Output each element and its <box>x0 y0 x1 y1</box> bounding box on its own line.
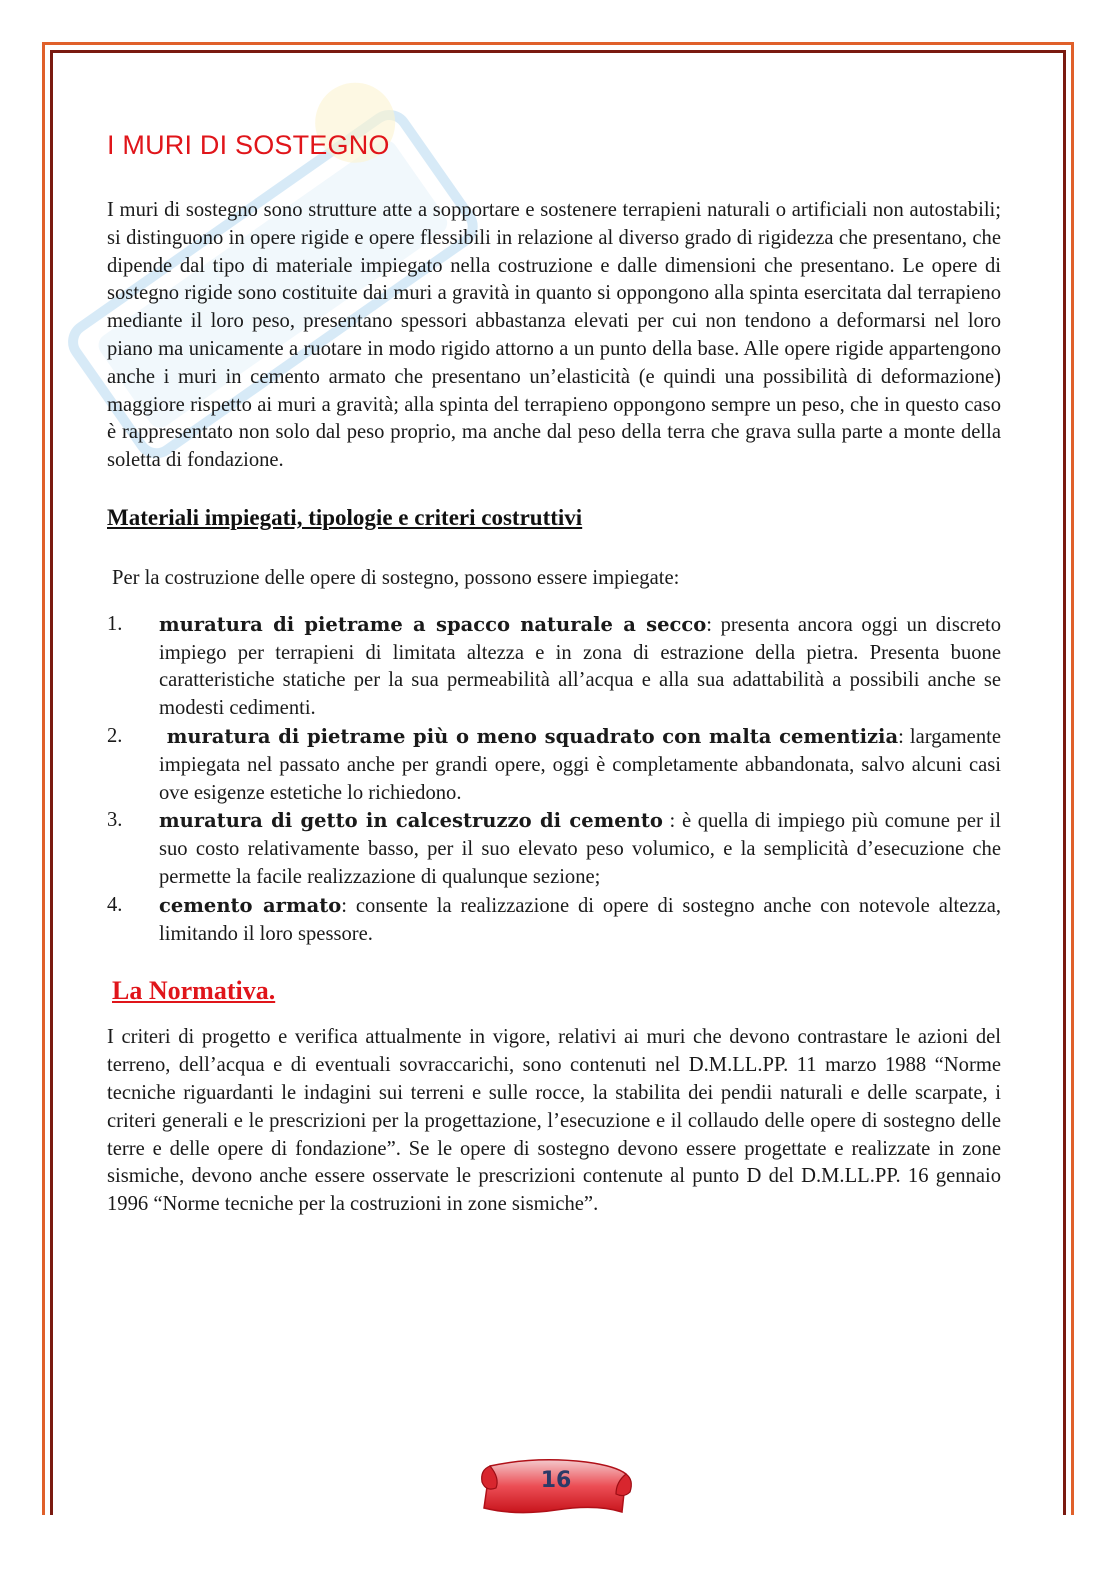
list-item-number: 3. <box>107 809 123 832</box>
list-item-term: muratura di getto in calcestruzzo di cemento <box>159 809 663 833</box>
list-item-text: : è quella di impiego più comune per il suo costo relativamente basso, per il suo elevato peso volumico, e la semplicità d’esecuzione che permette la facile realizzazione di qualunque sezione; <box>159 810 1001 888</box>
list-item-text: : presenta ancora oggi un discreto impiego per terrapieni di limitata altezza e in zona di estrazione della pietra. Presenta buone caratteristiche statiche per la sua permeabilità all’acqua e alla sua adattabilità a possibili anche se modesti cedimenti. <box>159 613 1001 720</box>
normativa-heading: La Normativa. <box>112 976 276 1006</box>
list-item <box>107 807 1001 891</box>
page-number-badge <box>476 1452 636 1528</box>
list-item <box>107 611 1001 723</box>
list-item-number: 4. <box>107 893 123 916</box>
list-item-term: muratura di pietrame più o meno squadrato con malta cementizia <box>159 724 899 748</box>
page-title: I MURI DI SOSTEGNO <box>107 130 390 160</box>
list-item-term: muratura di pietrame a spacco naturale a secco <box>159 612 707 636</box>
materials-intro: Per la costruzione delle opere di sostegno, possono essere impiegate: <box>112 566 680 589</box>
page-content <box>107 130 1001 1219</box>
materials-heading: Materiali impiegati, tipologie e criteri costruttivi <box>107 504 583 530</box>
list-item-text: : largamente impiegata nel passato anche per grandi opere, oggi è completamente abbandonata, salvo alcuni casi ove esigenze estetiche lo richiedono. <box>159 725 1001 804</box>
list-item-number: 2. <box>107 724 123 747</box>
list-item-number: 1. <box>107 612 123 635</box>
list-item <box>107 892 1001 949</box>
page-number: 16 <box>540 1468 572 1493</box>
normativa-paragraph: I criteri di progetto e verifica attualmente in vigore, relativi ai muri che devono contrastare le azioni del terreno, dell’acqua e di eventuali sovraccarichi, sono contenuti nel D.M.LL.PP. 11 marzo 1988 “Norme tecniche riguardanti le indagini sui terreni e sulle rocce, la stabilita dei pendii naturali e delle scarpate, i criteri generali e le prescrizioni per la progettazione, l’esecuzione e il collaudo delle opere di sostegno delle terre e delle opere di fondazione”. Se le opere di sostegno devono essere progettate e realizzate in zone sismiche, devono anche essere osservate le prescrizioni contenute al punto D del D.M.LL.PP. 16 gennaio 1996 “Norme tecniche per la costruzioni in zone sismiche”. <box>107 1026 1001 1216</box>
materials-list <box>107 611 1001 949</box>
intro-paragraph: I muri di sostegno sono strutture atte a sopportare e sostenere terrapieni naturali o artificiali non autostabili; si distinguono in opere rigide e opere flessibili in relazione al diverso grado di rigidezza che presentano, che dipende dal tipo di materiale impiegato nella costruzione e dalle dimensioni che presentano. Le opere di sostegno rigide sono costituite dai muri a gravità in quanto si oppongono alla spinta esercitata dal terrapieno mediante il loro peso, presentano spessori abbastanza elevati per cui non tendono a deformarsi nel loro piano ma unicamente a ruotare in modo rigido attorno a un punto della base. Alle opere rigide appartengono anche i muri in cemento armato che presentano un’elasticità (e quindi una possibilità di deformazione) maggiore rispetto ai muri a gravità; alla spinta del terrapieno oppongono sempre un peso, che in questo caso è rappresentato non solo dal peso proprio, ma anche dal peso della terra che grava sulla parte a monte della soletta di fondazione. <box>107 199 1001 472</box>
list-item <box>107 723 1001 807</box>
list-item-text: : consente la realizzazione di opere di sostegno anche con notevole altezza, limitando il loro spessore. <box>159 894 1001 945</box>
list-item-term: cemento armato <box>159 893 342 917</box>
